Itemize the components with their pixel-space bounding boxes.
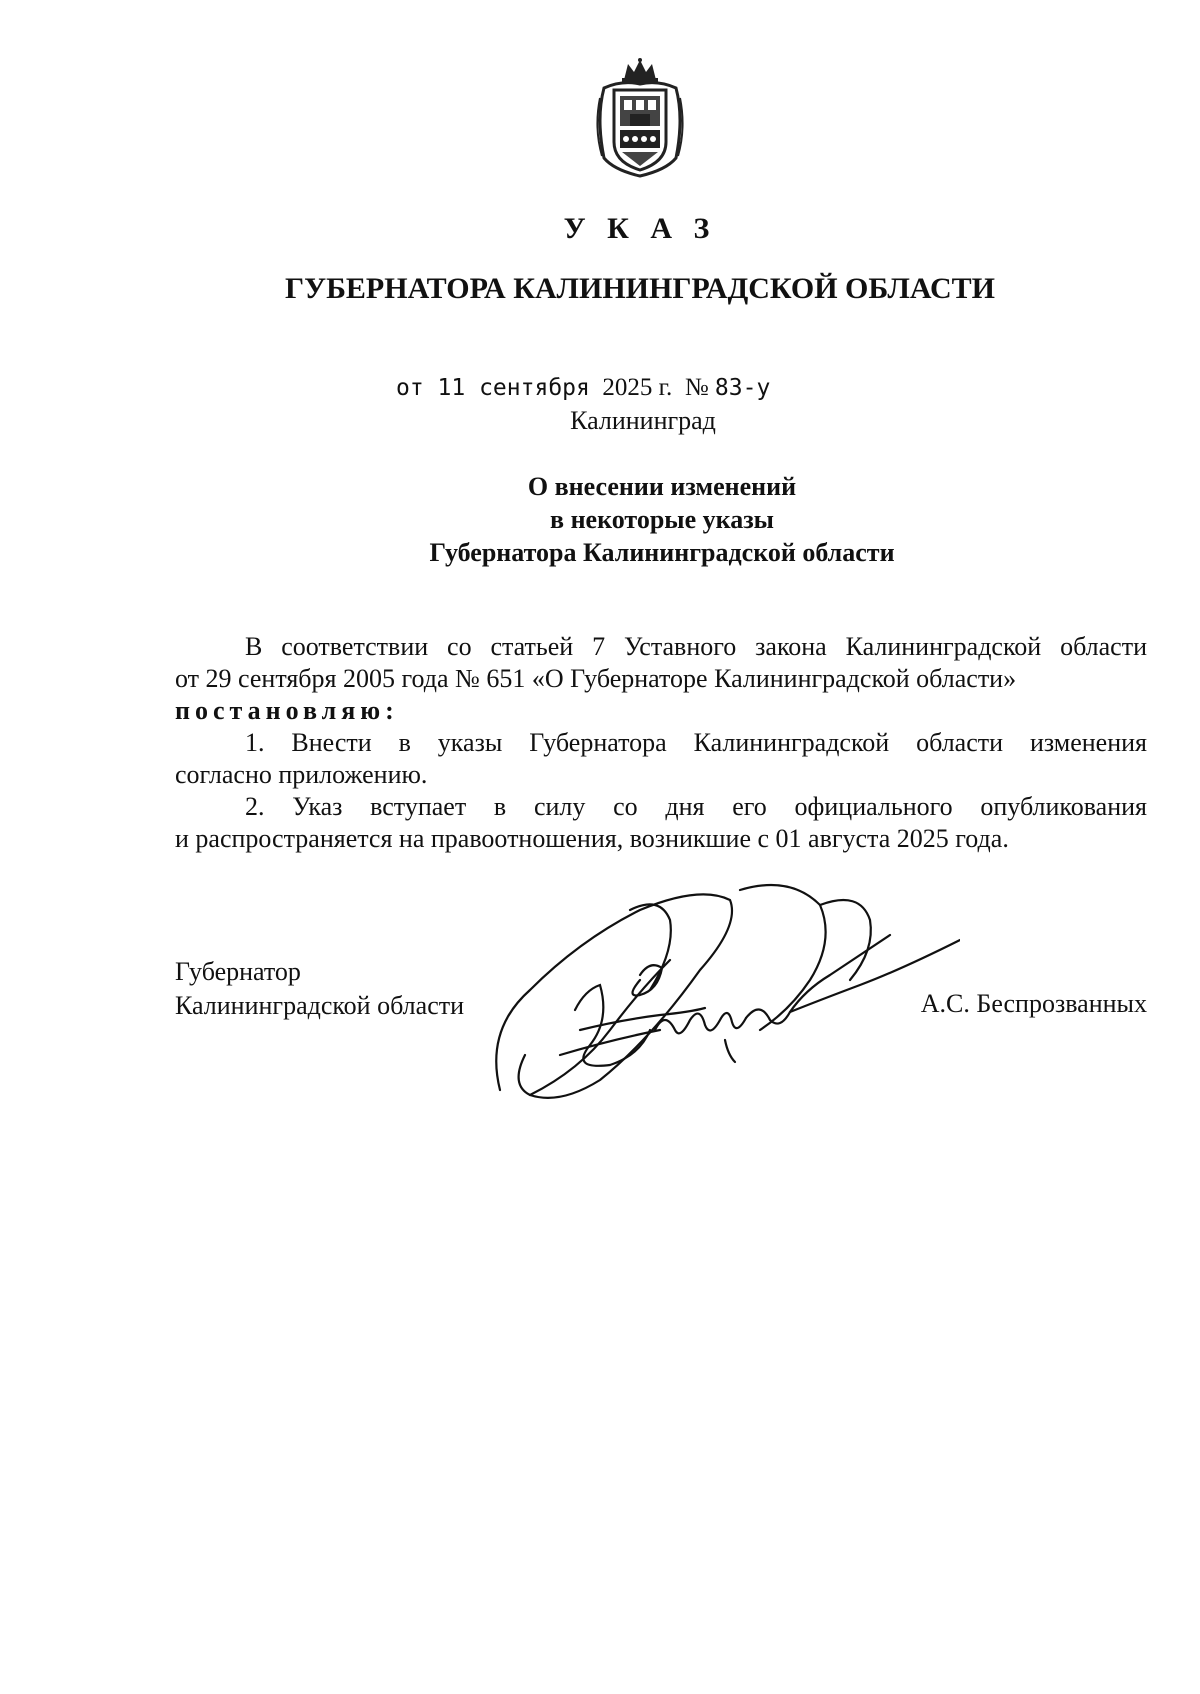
item-1-line: 1. Внести в указы Губернатора Калининградской области изменения bbox=[245, 728, 1147, 757]
decree-date: от 11 сентября bbox=[396, 375, 590, 401]
decree-year: 2025 г. bbox=[602, 374, 673, 401]
decree-number: 83-у bbox=[714, 375, 771, 401]
document-type-heading: У К А З bbox=[563, 212, 717, 245]
handwritten-signature bbox=[490, 880, 960, 1115]
subject-line: в некоторые указы bbox=[550, 505, 774, 534]
number-sign: № bbox=[684, 374, 709, 401]
subject-line: Губернатора Калининградской области bbox=[429, 538, 895, 567]
signatory-name: А.С. Беспрозванных bbox=[920, 989, 1147, 1018]
date-number-line bbox=[396, 374, 770, 402]
decree-operative-word: постановляю: bbox=[175, 696, 399, 725]
signatory-title bbox=[175, 955, 464, 1023]
signatory-title-line: Калининградской области bbox=[175, 991, 465, 1020]
issuer-heading: ГУБЕРНАТОРА КАЛИНИНГРАДСКОЙ ОБЛАСТИ bbox=[284, 272, 996, 305]
preamble-line: от 29 сентября 2005 года № 651 «О Губернаторе Калининградской области» bbox=[175, 664, 1017, 693]
city-name: Калининград bbox=[570, 406, 716, 435]
decree-subject bbox=[0, 470, 1200, 569]
decree-body bbox=[175, 631, 1147, 855]
signatory-title-line: Губернатор bbox=[175, 957, 301, 986]
subject-line: О внесении изменений bbox=[527, 472, 797, 501]
item-2-line: и распространяется на правоотношения, возникшие с 01 августа 2025 года. bbox=[175, 824, 1009, 853]
item-2-line: 2. Указ вступает в силу со дня его официального опубликования bbox=[245, 792, 1147, 821]
item-1-line: согласно приложению. bbox=[175, 760, 428, 789]
coat-of-arms-emblem bbox=[594, 58, 686, 180]
preamble-line: В соответствии со статьей 7 Уставного закона Калининградской области bbox=[245, 632, 1147, 661]
